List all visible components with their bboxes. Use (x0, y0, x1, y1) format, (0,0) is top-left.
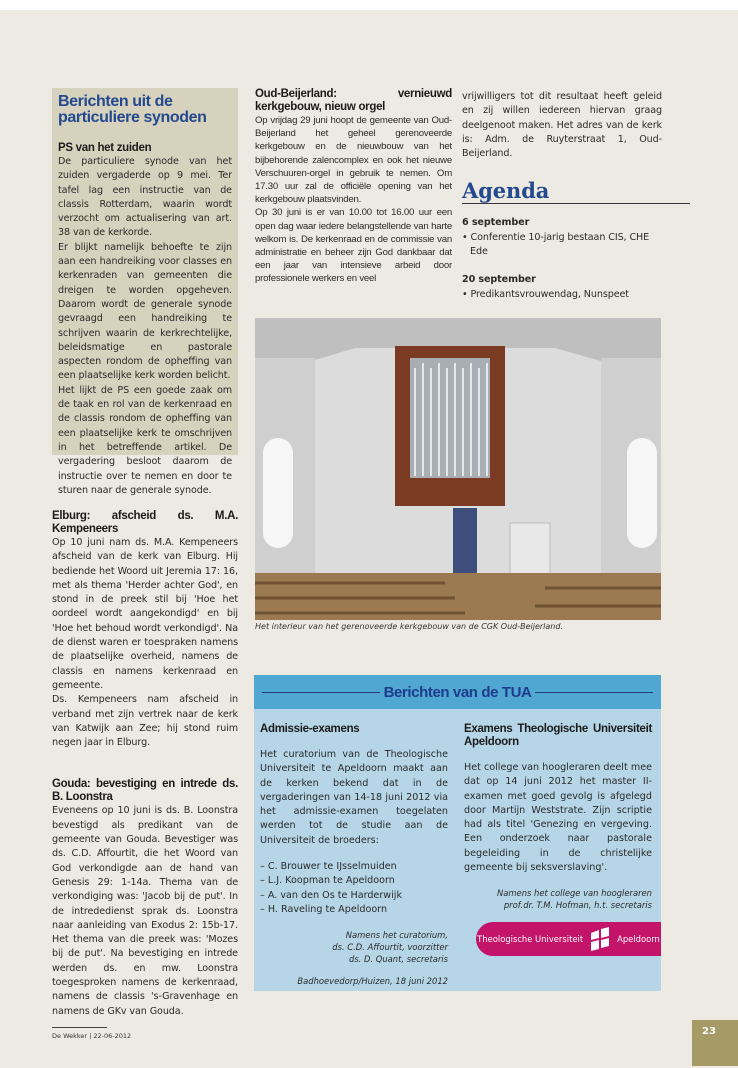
tua-title: Berichten van de TUA (383, 683, 532, 701)
synoden-title: Berichten uit de particuliere synoden (58, 93, 207, 126)
paragraph: Er blijkt namelijk behoefte te zijn aan een handreiking voor classes en kerkenraden van gemeenten die dreigen te worden opgeheven. Daarom wordt de generale synode gevraagd een handreiking te schrijven waarin de kerkrechtelijke, beleidsmatige en pastorale aspecten rondom de opheffing van een plaatselijke kerk worden belicht. (58, 241, 232, 382)
paragraph: De particuliere synode van het zuiden vergaderde op 9 mei. Ter tafel lag een instructie van de classis Rotterdam, waarin wordt verzocht om actualisering van art. 38 van de kerkorde. (58, 156, 232, 239)
church-interior-photo (255, 318, 661, 620)
examens-heading: Examens Theologische Universiteit Apeldoorn (464, 723, 652, 748)
book-logo-icon (589, 927, 611, 951)
list-item: – H. Raveling te Apeldoorn (260, 903, 388, 915)
elburg-heading: Elburg: afscheid ds. M.A. Kempeneers (52, 510, 238, 535)
place-date: Badhoevedorp/Huizen, 18 juni 2012 (297, 976, 448, 987)
agenda-item: 20 september • Predikantsvrouwendag, Nunspeet (462, 273, 662, 302)
tua-header (254, 675, 661, 709)
agenda-title: Agenda (462, 179, 690, 204)
paragraph: Op 30 juni is er van 10.00 tot 16.00 uur een open dag waar iedere belangstellende van harte welkom is. De kerkenraad en de commissie van administratie en beheer zijn God dankbaar dat een jaar van intensieve arbeid door professionele werkers en veel (255, 207, 452, 285)
admissie-heading: Admissie-examens (260, 723, 360, 735)
footer-text: De Wekker | 22-06-2012 (52, 1032, 132, 1040)
agenda-text: Predikantsvrouwendag, Nunspeet (470, 288, 629, 300)
paragraph: vrijwilligers tot dit resultaat heeft geleid en zij willen iedereen hiervan graag deelgenoot maken. Het adres van de kerk is: Adm. de Ruyterstraat 1, Oud-Beijerland. (462, 91, 662, 160)
list-item: – L.J. Koopman te Apeldoorn (260, 875, 395, 887)
paragraph: Ds. Kempeneers nam afscheid in verband met zijn vertrek naar de kerk van Katwijk aan Zee; hij stond ruim negen jaar in Elburg. (52, 694, 238, 749)
ps-heading: PS van het zuiden (58, 142, 152, 154)
list-item: – A. van den Os te Harderwijk (260, 889, 403, 901)
signature: Namens het college van hoogleraren prof.dr. T.M. Hofman, h.t. secretaris (496, 888, 652, 911)
gouda-heading: Gouda: bevestiging en intrede ds. B. Loonstra (52, 778, 238, 804)
oud-beijerland-heading: Oud-Beijerland: vernieuwd kerkgebouw, nieuw orgel (255, 88, 452, 113)
list-item: – C. Brouwer te IJsselmuiden (260, 861, 397, 873)
tua-logo: Theologische Universiteit Apeldoorn (476, 922, 661, 956)
paragraph: Het curatorium van de Theologische Universiteit te Apeldoorn maakt aan de kerken bekend dat in de vergaderingen van 14-18 juni 2012 via het admissie-examen toegelaten werden tot de studie aan de Universiteit de broeders: (260, 749, 448, 846)
paragraph: Het college van hoogleraren deelt mee dat op 14 juni 2012 het master II-examen met goed gevolg is afgelegd door Martijn Weststrate. Zijn scriptie had als titel 'Genezing en vergeving. Een onderzoek naar pastorale begeleiding in de christelijke gemeente bij seksverslaving'. (464, 762, 652, 874)
paragraph: Op vrijdag 29 juni hoopt de gemeente van Oud-Beijerland het geheel gerenoveerde kerkgebouw en de nieuwbouw van het bijbehorende zalencomplex en ook het nieuwe Verschuuren-orgel in gebruik te nemen. Om 17.30 uur zal de officiële opening van het kerkgebouw plaatsvinden. (255, 115, 452, 206)
tua-box (254, 675, 661, 991)
page-number: 23 (692, 1020, 738, 1066)
signature: Namens het curatorium, ds. C.D. Affourtit, voorzitter ds. D. Quant, secretaris (332, 930, 448, 965)
agenda-text: Conferentie 10-jarig bestaan CIS, CHE Ede (470, 231, 650, 258)
paragraph: Eveneens op 10 juni is ds. B. Loonstra bevestigd als predikant van de gemeente van Gouda. Bevestiger was ds. C.D. Affourtit, die het Woord van God verkondigde aan de hand van Genesis 29: 1-14a. Thema van de verkondiging was: 'Jacob bij de put'. In de intrededienst sprak ds. Loonstra naar aanleiding van Exodus 2: 15b-17. Het thema van die preek was: 'Mozes bij de put'. Na bevestiging en intrede werden ds. en mw. Loonstra toegesproken namens de kerkenraad, namens de classis 's-Gravenhage en namens de GKv van Gouda. (52, 805, 238, 1017)
paragraph: Het lijkt de PS een goede zaak om de taak en rol van de kerkenraad en de classis rondom de opheffing van een plaatselijke kerk te omschrijven in het betreffende artikel. De vergadering besloot daarom de instructie over te nemen en door te sturen naar de generale synode. (58, 384, 232, 496)
photo-caption: Het interieur van het gerenoveerde kerkgebouw van de CGK Oud-Beijerland. (255, 622, 563, 631)
agenda-date: 20 september (462, 274, 536, 286)
synoden-box (52, 88, 238, 496)
agenda-item: 6 september • Conferentie 10-jarig bestaan CIS, CHE Ede (462, 216, 662, 259)
paragraph: Op 10 juni nam ds. M.A. Kempeneers afscheid van de kerk van Elburg. Hij bediende het Woord uit Jeremia 17: 16, met als thema 'Herder achter God', en stond in de preek stil bij 'Hoe het oordeel wordt aangekondigd' en bij 'Hoe het behoud wordt verkondigd'. Na de dienst waren er toespraken namens de plaatselijke overheid, namens de classis en namens kerkenraad en gemeente. (52, 537, 238, 691)
footer-rule (52, 1027, 107, 1028)
agenda-date: 6 september (462, 217, 530, 229)
